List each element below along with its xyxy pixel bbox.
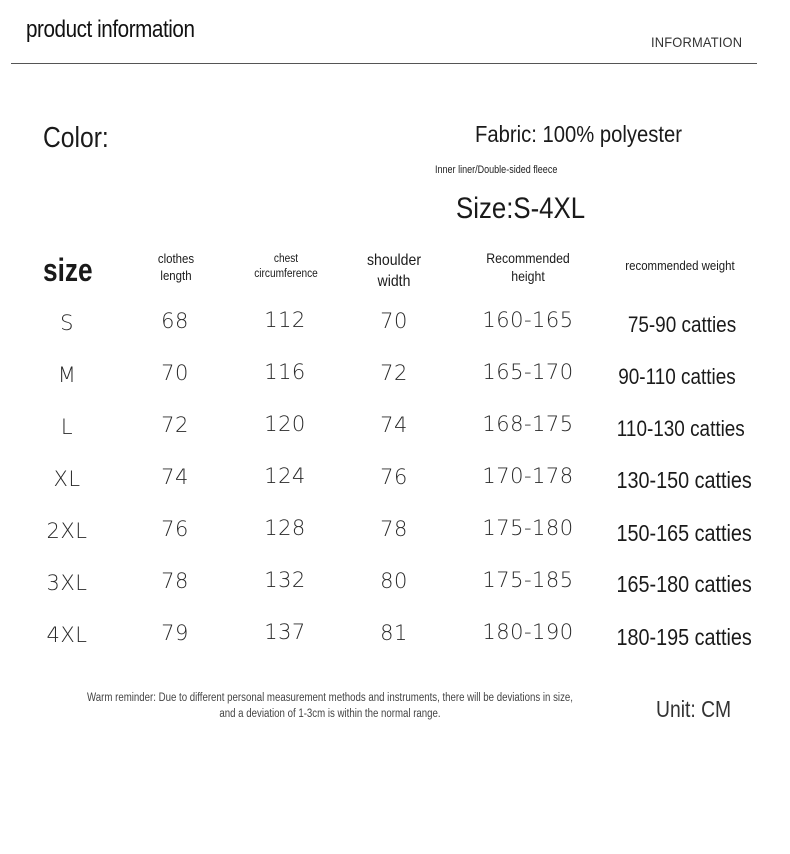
cell-weight: 110-130 catties (616, 416, 745, 441)
section-title: product information (26, 16, 195, 43)
cell-height: 165-170 (482, 360, 574, 384)
fabric-text: Fabric: 100% polyester (475, 121, 683, 147)
header-chest-circumference (242, 252, 330, 282)
cell-shoulder: 80 (380, 569, 408, 593)
cell-weight: 90-110 catties (618, 364, 736, 389)
cell-chest: 124 (264, 464, 306, 488)
cell-length: 79 (161, 621, 189, 645)
cell-size: 4XL (46, 623, 88, 647)
header-clothes-length (141, 251, 211, 285)
header-chest-line1: chest (273, 253, 299, 265)
liner-text: Inner liner/Double-sided fleece (435, 164, 558, 176)
warm-reminder-note: Warm reminder: Due to different personal measurement methods and instruments, there will be deviations in size, and a deviation of 1-3cm is within the normal range. (87, 692, 573, 720)
header-divider (11, 63, 757, 64)
header-recommended-weight: recommended weight (625, 258, 735, 273)
header-recommended-height (475, 249, 581, 285)
cell-height: 175-185 (482, 568, 574, 592)
cell-length: 78 (161, 569, 189, 593)
cell-shoulder: 78 (380, 517, 408, 541)
cell-chest: 132 (264, 568, 306, 592)
cell-height: 175-180 (482, 516, 574, 540)
cell-weight: 150-165 catties (616, 520, 752, 546)
cell-length: 70 (161, 361, 189, 385)
cell-height: 160-165 (482, 308, 574, 332)
cell-length: 68 (161, 309, 189, 333)
cell-size: XL (53, 467, 81, 491)
cell-length: 76 (161, 517, 189, 541)
section-tag: INFORMATION (651, 34, 743, 50)
cell-size: 2XL (46, 519, 88, 543)
size-range-text: Size:S-4XL (456, 192, 586, 225)
cell-shoulder: 70 (380, 309, 408, 333)
cell-shoulder: 72 (380, 361, 408, 385)
cell-shoulder: 81 (380, 621, 408, 645)
cell-height: 168-175 (482, 412, 574, 436)
cell-chest: 112 (264, 308, 306, 332)
header-size: size (43, 252, 93, 288)
cell-length: 72 (161, 413, 189, 437)
header-height-line1: Recommended (486, 250, 570, 266)
cell-length: 74 (161, 465, 189, 489)
header-shoulder-line2: width (377, 272, 411, 290)
cell-shoulder: 76 (380, 465, 408, 489)
cell-height: 170-178 (482, 464, 574, 488)
cell-weight: 130-150 catties (616, 467, 752, 493)
cell-weight: 165-180 catties (616, 571, 752, 597)
cell-weight: 75-90 catties (627, 312, 737, 337)
cell-shoulder: 74 (380, 413, 408, 437)
cell-chest: 120 (264, 412, 306, 436)
cell-chest: 137 (264, 620, 306, 644)
cell-chest: 116 (264, 360, 306, 384)
header-height-line2: height (511, 268, 545, 285)
color-label: Color: (43, 122, 109, 154)
cell-size: M (57, 363, 77, 387)
cell-chest: 128 (264, 516, 306, 540)
cell-height: 180-190 (482, 620, 574, 644)
header-clothes-length-line2: length (160, 267, 192, 283)
header-chest-line2: circumference (254, 267, 318, 280)
header-shoulder-width (354, 251, 433, 293)
header-shoulder-line1: shoulder (366, 252, 422, 269)
header-clothes-length-line1: clothes (157, 251, 195, 266)
cell-size: 3XL (46, 571, 88, 595)
cell-weight: 180-195 catties (616, 624, 752, 650)
unit-label: Unit: CM (656, 696, 732, 722)
cell-size: L (60, 415, 74, 439)
cell-size: S (60, 311, 74, 335)
